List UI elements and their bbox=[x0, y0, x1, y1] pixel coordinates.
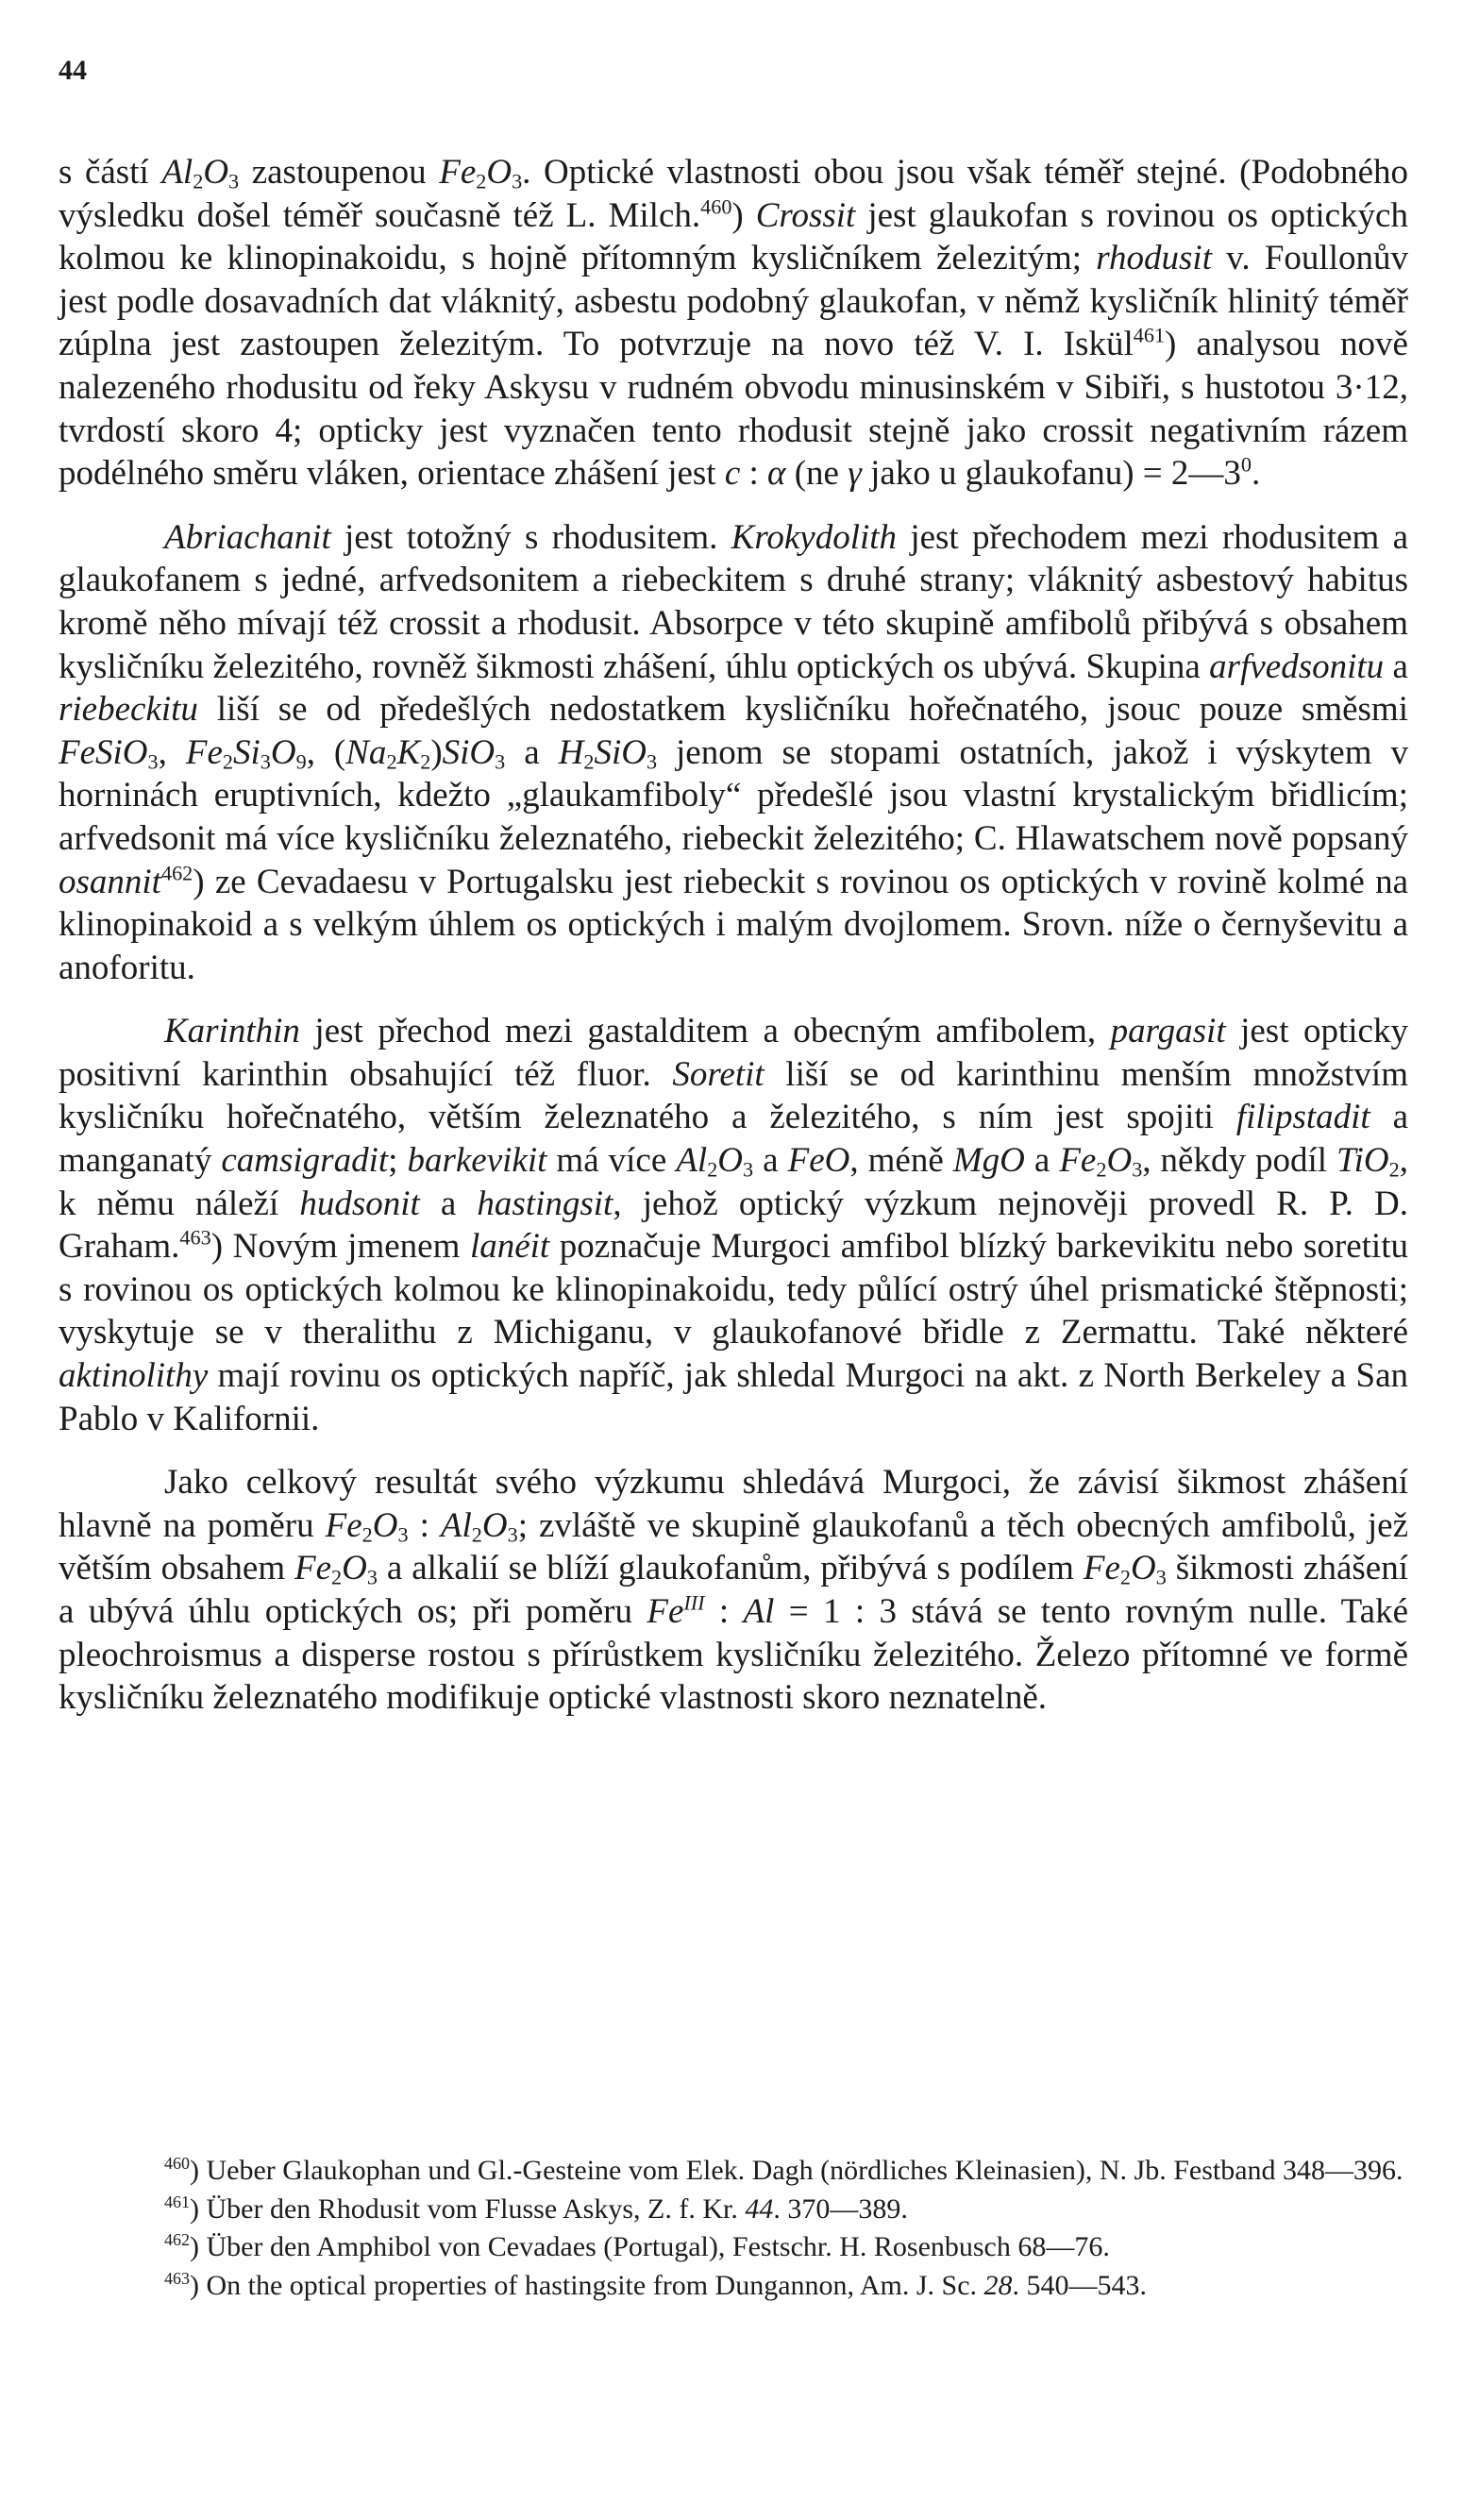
footnote bbox=[59, 2228, 1408, 2267]
italic-text: Soretit bbox=[672, 1054, 765, 1094]
italic-text: O bbox=[1106, 1141, 1133, 1181]
text-run: a bbox=[1384, 647, 1408, 686]
subscript: 3 bbox=[512, 169, 523, 193]
text-run: . bbox=[1252, 454, 1261, 494]
italic-text: osannit bbox=[59, 862, 161, 901]
italic-text: Na bbox=[345, 732, 387, 772]
footnotes bbox=[59, 2152, 1408, 2305]
subscript: 3 bbox=[228, 169, 240, 193]
italic-text: MgO bbox=[952, 1141, 1025, 1181]
subscript: 2 bbox=[361, 1522, 373, 1547]
italic-text: FeSiO bbox=[59, 732, 148, 772]
subscript: 3 bbox=[147, 749, 159, 774]
italic-text: camsigradit bbox=[221, 1141, 389, 1181]
subscript: 3 bbox=[495, 749, 506, 774]
paragraph bbox=[59, 1010, 1408, 1440]
italic-text: hudsonit bbox=[299, 1184, 420, 1223]
text-run: jenom se stopami ostatních, jakož i výskytem v horninách eruptivních, kdežto „glaukamfiboly“ předešlé jsou vlastní krystalickým břidlicím; arfvedsonit má více kysličníku železnatého, riebeckit železitého; C. Hlawatschem nově popsaný bbox=[59, 732, 1408, 858]
italic-text: SiO bbox=[442, 732, 496, 772]
text-run: , jehož optický výzkum nejnověji provedl R. P. D. Graham. bbox=[59, 1184, 1408, 1267]
text-run: mají rovinu os optických napříč, jak shledal Murgoci na akt. z North Berkeley a San Pablo v Kalifornii. bbox=[59, 1356, 1408, 1438]
text-run: ) Über den Amphibol von Cevadaes (Portugal), Festschr. H. Rosenbusch 68—76. bbox=[190, 2231, 1110, 2263]
text-run: ; bbox=[388, 1141, 408, 1181]
text-run: : bbox=[704, 1592, 744, 1631]
italic-text: Fe bbox=[647, 1592, 684, 1631]
text-run: jest přechodem mezi rhodusitem a glaukofanem s jedné, arfvedsonitem a riebeckitem s druhé strany; vláknitý asbestový habitus kromě něho mívají též crossit a rhodusit. Absorpce v této skupině amfibolů přibývá s obsahem kysličníku železitého, rovněž šikmosti zhášení, úhlu optických os ubývá. Skupina bbox=[59, 517, 1408, 686]
text-run: šikmosti zhášení a ubývá úhlu optických os; při poměru bbox=[59, 1549, 1408, 1631]
italic-text: γ bbox=[848, 454, 862, 494]
superscript: 462 bbox=[160, 861, 193, 885]
superscript: 460 bbox=[164, 2154, 190, 2174]
superscript: 462 bbox=[164, 2230, 190, 2250]
subscript: 2 bbox=[1096, 1157, 1107, 1182]
italic-text: Abriachanit bbox=[164, 517, 331, 557]
italic-text: Fe bbox=[1083, 1549, 1120, 1588]
superscript: III bbox=[683, 1590, 705, 1615]
text-run: ) On the optical properties of hastingsite from Dungannon, Am. J. Sc. bbox=[190, 2269, 984, 2301]
italic-text: Fe bbox=[325, 1505, 362, 1545]
italic-text: Fe bbox=[1059, 1141, 1097, 1181]
text-run: ; zvláště ve skupině glaukofanů a těch obecných amfibolů, jež větším obsahem bbox=[59, 1505, 1409, 1588]
italic-text: K bbox=[396, 732, 421, 772]
superscript: 463 bbox=[164, 2268, 190, 2288]
italic-text: Al bbox=[161, 153, 193, 192]
italic-text: O bbox=[203, 153, 229, 192]
subscript: 2 bbox=[707, 1157, 718, 1182]
text-run: Jako celkový resultát svého výzkumu shledává Murgoci, že závisí šikmost zhášení hlavně na poměru bbox=[59, 1463, 1408, 1545]
text-run: liší se od předešlých nedostatkem kysličníku hořečnatého, jsouc pouze směsmi bbox=[197, 690, 1408, 730]
superscript: 461 bbox=[1133, 324, 1166, 348]
italic-text: Fe bbox=[185, 732, 223, 772]
paragraph bbox=[59, 1461, 1408, 1720]
text-run: : bbox=[408, 1505, 441, 1545]
superscript: 461 bbox=[164, 2192, 190, 2211]
subscript: 2 bbox=[471, 1522, 482, 1547]
italic-text: aktinolithy bbox=[59, 1356, 209, 1396]
subscript: 3 bbox=[397, 1522, 409, 1547]
subscript: 3 bbox=[507, 1522, 518, 1547]
italic-text: Fe bbox=[439, 153, 477, 192]
text-run: jest totožný s rhodusitem. bbox=[330, 517, 731, 557]
italic-text: lanéit bbox=[469, 1227, 550, 1267]
italic-text: O bbox=[372, 1505, 398, 1545]
italic-text: Al bbox=[676, 1141, 708, 1181]
italic-text: Si bbox=[232, 732, 260, 772]
italic-text: c bbox=[724, 454, 741, 494]
text-run: (ne bbox=[785, 454, 849, 494]
italic-text: Crossit bbox=[755, 195, 856, 235]
italic-text: TiO bbox=[1336, 1141, 1389, 1181]
italic-text: arfvedsonitu bbox=[1209, 647, 1385, 686]
subscript: 2 bbox=[583, 749, 595, 774]
italic-text: filipstadit bbox=[1235, 1098, 1370, 1137]
main-text bbox=[59, 151, 1408, 1720]
italic-text: O bbox=[1130, 1549, 1156, 1588]
italic-text: α bbox=[767, 454, 786, 494]
italic-text: O bbox=[481, 1505, 508, 1545]
subscript: 2 bbox=[476, 169, 487, 193]
text-run: . 540—543. bbox=[1012, 2269, 1148, 2301]
text-run: liší se od karinthinu menším množstvím kysličníku hořečnatého, větším železnatého a železitého, s ním jest spojiti bbox=[59, 1054, 1408, 1137]
italic-text: Karinthin bbox=[164, 1012, 300, 1051]
subscript: 2 bbox=[1388, 1157, 1400, 1182]
subscript: 2 bbox=[1119, 1565, 1131, 1589]
text-run: s částí bbox=[59, 153, 162, 192]
text-run: , méně bbox=[849, 1141, 953, 1181]
footnote bbox=[59, 2191, 1408, 2229]
subscript: 3 bbox=[260, 749, 271, 774]
text-run: ) Novým jmenem bbox=[210, 1227, 470, 1267]
subscript: 2 bbox=[386, 749, 397, 774]
text-run: jest opticky positivní karinthin obsahující též fluor. bbox=[59, 1012, 1408, 1094]
italic-text: O bbox=[270, 732, 296, 772]
text-run: zastoupenou bbox=[239, 153, 440, 192]
italic-text: barkevikit bbox=[407, 1141, 547, 1181]
text-run: v. Foullonův jest podle dosavadních dat vláknitý, asbestu podobný glaukofan, v němž kysličník hlinitý téměř zúplna jest zastoupen železitým. To potvrzuje na novo též V. I. Iskül bbox=[59, 239, 1408, 364]
subscript: 2 bbox=[193, 169, 204, 193]
subscript: 2 bbox=[420, 749, 431, 774]
italic-text: Al bbox=[440, 1505, 472, 1545]
italic-text: FeO bbox=[787, 1141, 850, 1181]
subscript: 2 bbox=[331, 1565, 343, 1589]
text-run: ) ze Cevadaesu v Portugalsku jest riebeckit s rovinou os optických v rovině kolmé na klinopinakoid a s velkým úhlem os optických i malým dvojlomem. Srovn. níže o černyševitu a anoforitu. bbox=[59, 862, 1408, 987]
subscript: 9 bbox=[295, 749, 307, 774]
italic-text: rhodusit bbox=[1096, 239, 1212, 278]
paragraph bbox=[59, 151, 1408, 496]
subscript: 2 bbox=[222, 749, 233, 774]
text-run: a bbox=[419, 1184, 478, 1223]
superscript: 0 bbox=[1240, 452, 1252, 477]
text-run: , někdy podíl bbox=[1142, 1141, 1337, 1181]
text-run: ) bbox=[731, 195, 756, 235]
text-run: , bbox=[158, 732, 186, 772]
text-run: a bbox=[753, 1141, 788, 1181]
text-run: ) Über den Rhodusit vom Flusse Askys, Z. f. Kr. bbox=[190, 2192, 746, 2225]
text-run: má více bbox=[546, 1141, 677, 1181]
text-run: : bbox=[740, 454, 768, 494]
subscript: 3 bbox=[1155, 1565, 1167, 1589]
text-run: a alkalií se blíží glaukofanům, přibývá s podílem bbox=[377, 1549, 1084, 1588]
text-run: ) analysou nově nalezeného rhodusitu od řeky Askysu v rudném obvodu minusinském v Sibiři, s hustotou 3·12, tvrdostí skoro 4; opticky jest vyznačen tento rhodusit stejně jako crossit negativním rázem podélného směru vláken, orientace zhášení jest bbox=[59, 325, 1408, 494]
subscript: 3 bbox=[646, 749, 658, 774]
italic-text: Fe bbox=[294, 1549, 332, 1588]
italic-text: 28 bbox=[983, 2269, 1013, 2301]
italic-text: O bbox=[717, 1141, 744, 1181]
text-run: poznačuje Murgoci amfibol blízký barkevikitu nebo soretitu s rovinou os optických kolmou ke klinopinakoidu, tedy půlící ostrý úhel prismatické štěpnosti; vyskytuje se v theralithu z Michiganu, v glaukofanové břidle z Zermattu. Také některé bbox=[59, 1227, 1408, 1352]
superscript: 463 bbox=[179, 1225, 211, 1250]
italic-text: Krokydolith bbox=[731, 517, 898, 557]
italic-text: O bbox=[342, 1549, 367, 1588]
italic-text: 44 bbox=[745, 2192, 774, 2225]
text-run: a bbox=[505, 732, 559, 772]
italic-text: O bbox=[486, 153, 513, 192]
text-run: a bbox=[1024, 1141, 1060, 1181]
subscript: 3 bbox=[366, 1565, 378, 1589]
text-run: . Optické vlastnosti obou jsou však téměř stejné. (Podobného výsledku došel téměř současně též L. Milch. bbox=[59, 153, 1408, 235]
page-number: 44 bbox=[59, 55, 87, 86]
text-run: , ( bbox=[306, 732, 346, 772]
italic-text: H bbox=[558, 732, 584, 772]
text-run: jest glaukofan s rovinou os optických kolmou ke klinopinakoidu, s hojně přítomným kysličníkem železitým; bbox=[59, 195, 1408, 278]
text-run: , k němu náleží bbox=[59, 1141, 1408, 1223]
paragraph bbox=[59, 516, 1408, 990]
text-run: ) bbox=[430, 732, 443, 772]
subscript: 3 bbox=[1132, 1157, 1143, 1182]
italic-text: Al bbox=[743, 1592, 775, 1631]
italic-text: pargasit bbox=[1110, 1012, 1226, 1051]
text-run: ) Ueber Glaukophan und Gl.-Gesteine vom Elek. Dagh (nördliches Kleinasien), N. Jb. Festband 348—396. bbox=[190, 2155, 1403, 2186]
text-run: jest přechod mezi gastalditem a obecným amfibolem, bbox=[299, 1012, 1111, 1051]
italic-text: riebeckitu bbox=[59, 690, 198, 730]
italic-text: hastingsit bbox=[477, 1184, 613, 1223]
footnote bbox=[59, 2152, 1408, 2191]
superscript: 460 bbox=[700, 194, 732, 219]
text-run: = 1 : 3 stává se tento rovným nulle. Také pleochroismus a disperse rostou s přírůstkem kysličníku železitého. Železo přítomné ve formě kysličníku železnatého modifikuje optické vlastnosti skoro neznatelně. bbox=[59, 1592, 1409, 1718]
text-run: a manganatý bbox=[59, 1098, 1408, 1181]
footnote bbox=[59, 2267, 1408, 2306]
subscript: 3 bbox=[743, 1157, 754, 1182]
italic-text: SiO bbox=[594, 732, 647, 772]
text-run: jako u glaukofanu) = 2—3 bbox=[861, 454, 1241, 494]
text-run: . 370—389. bbox=[773, 2192, 908, 2225]
